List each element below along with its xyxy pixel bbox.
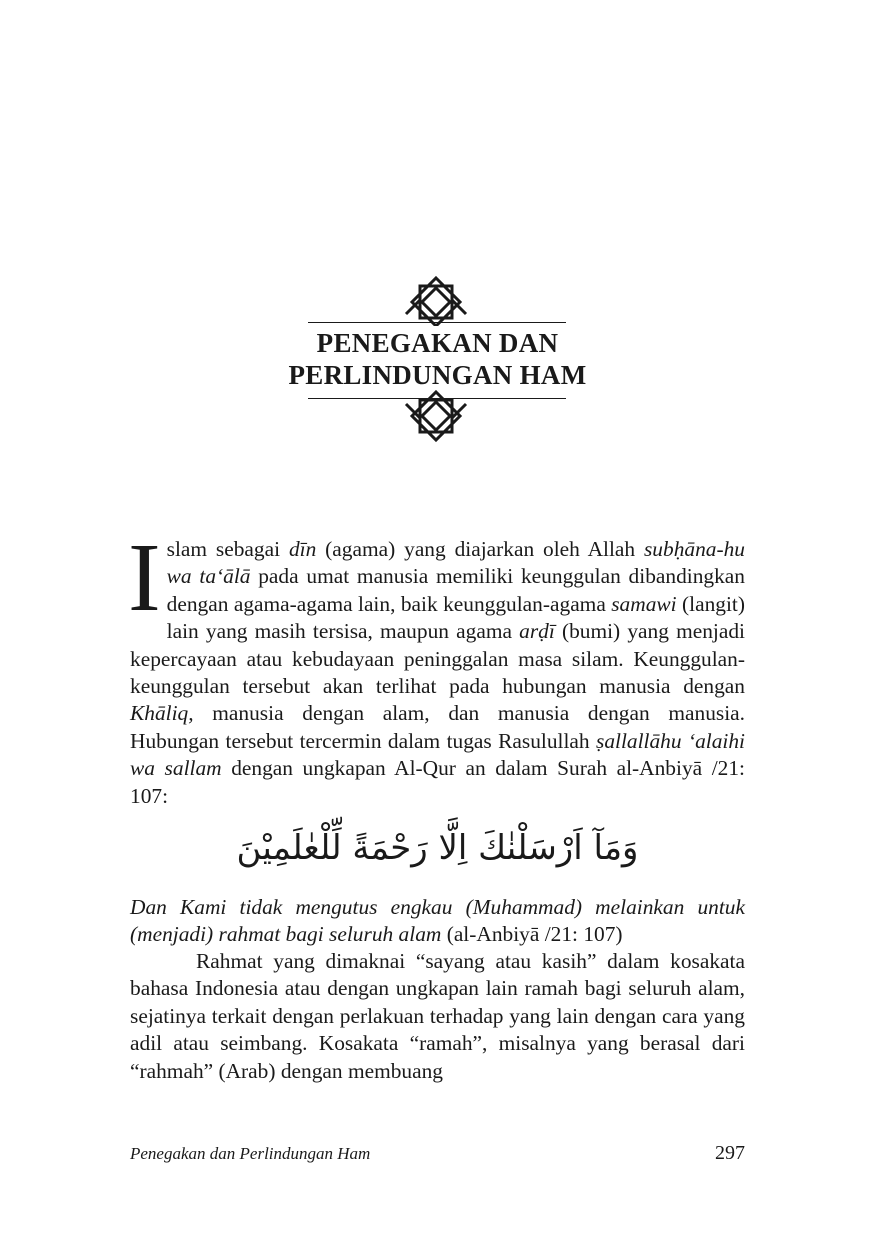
intro-text-segment: slam sebagai: [166, 537, 289, 561]
intro-italic-term: dīn: [288, 537, 317, 561]
intro-italic-term: ṣallallāhu ‘alaihi wa sallam: [130, 728, 745, 781]
intro-text: [128, 524, 746, 808]
intro-text-segment: manusia dengan alam, dan manusia dengan manusia. Hubungan tersebut tercermin dalam tugas Rasulullah: [130, 701, 745, 753]
drop-cap: I: [128, 524, 161, 632]
intro-italic-term: arḍī: [519, 619, 555, 644]
intro-text-segment: (agama) yang diajarkan oleh Allah: [316, 537, 644, 561]
running-footer-title: Penegakan dan Perlindungan Ham: [130, 1144, 371, 1163]
intro-italic-term: samawi: [611, 591, 677, 616]
intro-text-segment: dengan ungkapan Al-Qur an dalam Surah al-Anbiyā /21: 107:: [130, 756, 746, 808]
translation-reference: (al-Anbiyā /21: 107): [441, 922, 623, 947]
intro-text-segment: pada umat manusia memiliki keunggulan dibandingkan dengan agama-agama lain, baik keunggulan-agama: [166, 564, 745, 616]
chapter-title-line1: PENEGAKAN DAN: [316, 328, 559, 358]
body-paragraph: [130, 948, 745, 1085]
arabesque-ornament-bottom: [390, 384, 482, 444]
verse-translation: [130, 894, 745, 949]
intro-paragraph: [128, 524, 746, 810]
paragraph-text: Rahmat yang dimaknai “sayang atau kasih” dalam kosakata bahasa Indonesia atau dengan ungkapan lain ramah bagi seluruh alam, sejatinya terkait dengan perlakuan terhadap yang lain dengan cara yang adil atau seimbang. Kosakata “ramah”, misalnya yang berasal dari “rahmah” (Arab) dengan membuang: [130, 949, 745, 1083]
quran-verse-arabic: وَمَآ اَرْسَلْنٰكَ اِلَّا رَحْمَةً لِّلْعٰلَمِيْنَ: [236, 828, 639, 868]
page-number: 297: [715, 1142, 745, 1164]
intro-italic-term: subḥāna-hu wa ta‘ālā: [166, 537, 745, 589]
arabesque-ornament-top: [390, 274, 482, 334]
intro-text-segment: (bumi) yang menjadi kepercayaan atau kebudayaan peninggalan masa silam. Keunggulan-keunggulan tersebut akan terlihat pada hubungan manusia dengan: [130, 619, 746, 699]
intro-italic-term: Khāliq,: [130, 701, 194, 726]
translation-text: Dan Kami tidak mengutus engkau (Muhammad) melainkan untuk (menjadi) rahmat bagi seluruh alam: [130, 895, 745, 947]
title-rule-top: [308, 322, 566, 323]
chapter-title-line2: PERLINDUNGAN HAM: [288, 360, 587, 390]
intro-text-segment: (langit) lain yang masih tersisa, maupun agama: [166, 591, 745, 644]
